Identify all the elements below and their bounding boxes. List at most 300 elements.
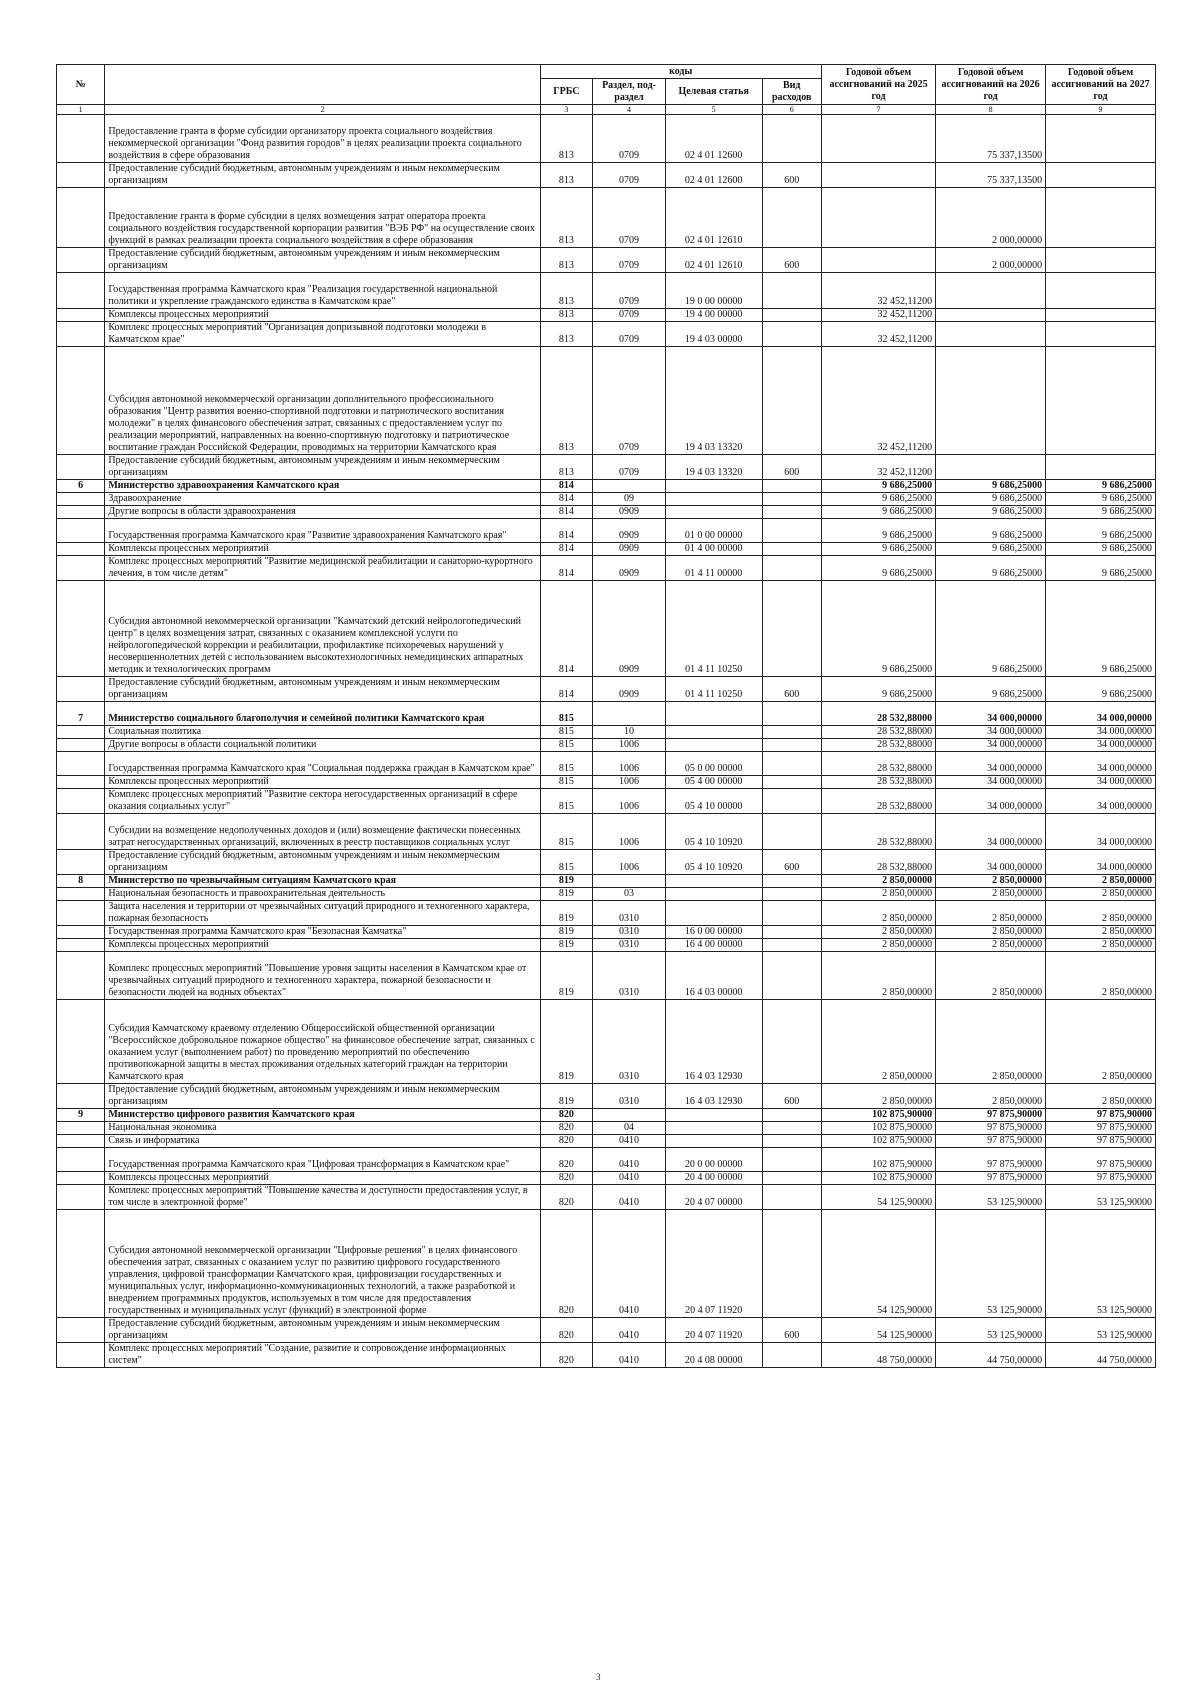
row-number [57,455,105,480]
row-amount-2027: 44 750,00000 [1046,1343,1156,1368]
row-amount-2025: 2 850,00000 [821,952,935,1000]
row-amount-2025: 32 452,11200 [821,347,935,455]
row-name: Субсидия автономной некоммерческой организации дополнительного профессионального образования "Центр развития военно-спортивной подготовки и патриотического воспитания молодежи" в целях финансового обеспечения затрат, связанных с предоставлением услуг по реализации мероприятий, направленных на военно-спортивную подготовку и патриотическое воспитание граждан Российской Федерации, проводимых на территории Камчатского края [105,347,540,455]
row-razdel [593,702,666,726]
row-amount-2026 [936,273,1046,309]
row-number [57,1122,105,1135]
page-number: 3 [596,1672,601,1682]
row-number [57,543,105,556]
row-vid [762,1148,821,1172]
row-vid [762,506,821,519]
row-razdel: 10 [593,726,666,739]
row-grbs: 815 [540,726,593,739]
row-vid [762,188,821,248]
row-name: Предоставление субсидий бюджетным, автономным учреждениям и иным некоммерческим организациям [105,1084,540,1109]
row-celevaya: 01 4 11 00000 [665,556,762,581]
row-amount-2027 [1046,347,1156,455]
table-row [57,888,1156,901]
row-amount-2025: 2 850,00000 [821,926,935,939]
table-row [57,850,1156,875]
row-amount-2025: 32 452,11200 [821,455,935,480]
row-amount-2026 [936,322,1046,347]
row-amount-2025 [821,163,935,188]
row-number [57,519,105,543]
row-amount-2027 [1046,273,1156,309]
row-vid: 600 [762,248,821,273]
row-celevaya: 01 4 11 10250 [665,677,762,702]
row-grbs: 813 [540,455,593,480]
row-razdel: 0909 [593,506,666,519]
row-razdel: 0410 [593,1148,666,1172]
row-amount-2025: 9 686,25000 [821,506,935,519]
header-col-numbers [57,105,1156,115]
row-number: 7 [57,702,105,726]
row-amount-2026: 97 875,90000 [936,1109,1046,1122]
row-vid [762,776,821,789]
row-vid [762,952,821,1000]
row-amount-2025: 28 532,88000 [821,726,935,739]
table-row [57,1210,1156,1318]
table-row [57,901,1156,926]
row-amount-2026: 34 000,00000 [936,752,1046,776]
row-number: 9 [57,1109,105,1122]
row-grbs: 813 [540,248,593,273]
row-number [57,493,105,506]
row-number [57,726,105,739]
row-number [57,1148,105,1172]
row-celevaya: 20 4 07 11920 [665,1210,762,1318]
row-name: Министерство социального благополучия и семейной политики Камчатского края [105,702,540,726]
row-amount-2025: 9 686,25000 [821,493,935,506]
row-razdel [593,875,666,888]
row-number [57,1000,105,1084]
table-row [57,188,1156,248]
row-razdel: 0709 [593,163,666,188]
budget-document [56,64,1156,1368]
row-celevaya: 01 0 00 00000 [665,519,762,543]
row-razdel: 1006 [593,789,666,814]
row-grbs: 819 [540,926,593,939]
row-vid [762,739,821,752]
row-amount-2026: 34 000,00000 [936,726,1046,739]
row-name: Комплексы процессных мероприятий [105,309,540,322]
row-grbs: 815 [540,789,593,814]
header-grbs: ГРБС [540,79,593,105]
row-celevaya [665,1122,762,1135]
row-razdel: 0310 [593,952,666,1000]
table-row [57,1109,1156,1122]
row-vid [762,1109,821,1122]
row-razdel: 0410 [593,1210,666,1318]
row-number [57,752,105,776]
row-number [57,273,105,309]
row-amount-2025: 28 532,88000 [821,739,935,752]
row-number [57,776,105,789]
row-name: Связь и информатика [105,1135,540,1148]
row-amount-2026: 9 686,25000 [936,581,1046,677]
row-amount-2027: 2 850,00000 [1046,952,1156,1000]
table-row [57,347,1156,455]
row-vid [762,115,821,163]
row-name: Другие вопросы в области социальной политики [105,739,540,752]
col-number: 2 [105,105,540,115]
row-amount-2027: 9 686,25000 [1046,519,1156,543]
row-number [57,739,105,752]
table-row [57,814,1156,850]
row-amount-2027: 97 875,90000 [1046,1172,1156,1185]
row-vid [762,814,821,850]
row-amount-2026: 34 000,00000 [936,776,1046,789]
row-name: Комплекс процессных мероприятий "Повышение уровня защиты населения в Камчатском крае от чрезвычайных ситуаций природного и техногенного характера, пожарной безопасности и безопасности людей на водных объектах" [105,952,540,1000]
row-amount-2025: 2 850,00000 [821,901,935,926]
row-celevaya [665,1109,762,1122]
row-name: Здравоохранение [105,493,540,506]
row-razdel: 0709 [593,273,666,309]
table-row [57,163,1156,188]
row-amount-2027: 9 686,25000 [1046,543,1156,556]
row-number [57,1318,105,1343]
row-amount-2026: 2 850,00000 [936,1084,1046,1109]
row-name: Предоставление субсидий бюджетным, автономным учреждениям и иным некоммерческим организациям [105,248,540,273]
row-name: Национальная экономика [105,1122,540,1135]
row-razdel: 04 [593,1122,666,1135]
row-vid: 600 [762,677,821,702]
row-name: Государственная программа Камчатского края "Реализация государственной национальной политики и укрепление гражданского единства в Камчатском крае" [105,273,540,309]
budget-table [56,64,1156,1368]
row-name: Комплекс процессных мероприятий "Повышение качества и доступности предоставления услуг, в том числе в электронной форме" [105,1185,540,1210]
row-razdel: 0410 [593,1185,666,1210]
row-razdel: 0909 [593,543,666,556]
row-razdel: 1006 [593,739,666,752]
table-row [57,739,1156,752]
row-celevaya [665,739,762,752]
row-name: Предоставление гранта в форме субсидии в целях возмещения затрат оператора проекта социального воздействия государственной корпорации развития "ВЭБ РФ" на осуществление своих функций в рамках реализации проекта социального воздействия в сфере образования [105,188,540,248]
row-amount-2026: 34 000,00000 [936,739,1046,752]
row-amount-2026: 53 125,90000 [936,1185,1046,1210]
row-vid [762,543,821,556]
table-row [57,1318,1156,1343]
row-name: Субсидия Камчатскому краевому отделению Общероссийской общественной организации "Всероссийское добровольное пожарное общество" на финансовое обеспечение затрат, связанных с оказанием услуг (выполнением работ) по проведению мероприятий по обеспечению противопожарной защиты в местах проживания отдельных категорий граждан на территории Камчатского края [105,1000,540,1084]
table-row [57,480,1156,493]
row-celevaya: 01 4 00 00000 [665,543,762,556]
row-amount-2025: 54 125,90000 [821,1318,935,1343]
row-celevaya [665,506,762,519]
row-celevaya [665,888,762,901]
row-amount-2026: 2 850,00000 [936,888,1046,901]
row-vid [762,702,821,726]
row-amount-2025: 28 532,88000 [821,776,935,789]
row-amount-2027: 97 875,90000 [1046,1122,1156,1135]
row-amount-2027: 34 000,00000 [1046,752,1156,776]
row-celevaya [665,875,762,888]
row-vid: 600 [762,1084,821,1109]
row-celevaya: 05 4 10 10920 [665,814,762,850]
row-amount-2025: 32 452,11200 [821,309,935,322]
row-amount-2026: 9 686,25000 [936,480,1046,493]
table-row [57,506,1156,519]
row-amount-2025: 9 686,25000 [821,556,935,581]
row-vid [762,273,821,309]
row-amount-2026 [936,309,1046,322]
row-celevaya: 16 0 00 00000 [665,926,762,939]
row-number [57,347,105,455]
row-grbs: 819 [540,1000,593,1084]
col-number: 8 [936,105,1046,115]
row-amount-2027: 97 875,90000 [1046,1109,1156,1122]
row-amount-2025 [821,188,935,248]
row-grbs: 814 [540,556,593,581]
row-grbs: 819 [540,952,593,1000]
row-grbs: 815 [540,814,593,850]
row-name: Государственная программа Камчатского края "Социальная поддержка граждан в Камчатском крае" [105,752,540,776]
header-y2025: Годовой объем ассигнований на 2025 год [821,65,935,105]
row-celevaya: 19 4 03 13320 [665,455,762,480]
row-amount-2026: 2 000,00000 [936,188,1046,248]
row-name: Субсидии на возмещение недополученных доходов и (или) возмещение фактически понесенных затрат негосударственных организаций, включенных в реестр поставщиков социальных услуг [105,814,540,850]
row-amount-2025: 9 686,25000 [821,581,935,677]
table-row [57,789,1156,814]
row-amount-2026: 9 686,25000 [936,493,1046,506]
row-number [57,789,105,814]
row-amount-2027: 34 000,00000 [1046,702,1156,726]
row-amount-2025: 48 750,00000 [821,1343,935,1368]
col-number: 6 [762,105,821,115]
row-name: Комплекс процессных мероприятий "Развитие медицинской реабилитации и санаторно-курортного лечения, в том числе детям" [105,556,540,581]
row-celevaya: 16 4 03 12930 [665,1084,762,1109]
row-razdel: 0909 [593,677,666,702]
row-amount-2027: 53 125,90000 [1046,1318,1156,1343]
row-number [57,1084,105,1109]
row-name: Комплексы процессных мероприятий [105,939,540,952]
row-grbs: 814 [540,543,593,556]
row-razdel: 0909 [593,519,666,543]
row-razdel: 0310 [593,939,666,952]
row-amount-2027 [1046,248,1156,273]
row-number [57,1210,105,1318]
row-amount-2027: 2 850,00000 [1046,1000,1156,1084]
row-name: Государственная программа Камчатского края "Развитие здравоохранения Камчатского края" [105,519,540,543]
row-celevaya: 20 0 00 00000 [665,1148,762,1172]
row-amount-2027: 97 875,90000 [1046,1148,1156,1172]
row-amount-2025: 102 875,90000 [821,1109,935,1122]
row-vid [762,480,821,493]
row-amount-2027: 2 850,00000 [1046,1084,1156,1109]
row-amount-2027: 2 850,00000 [1046,901,1156,926]
row-number [57,888,105,901]
row-number: 6 [57,480,105,493]
row-grbs: 819 [540,1084,593,1109]
row-grbs: 819 [540,901,593,926]
row-celevaya: 02 4 01 12610 [665,248,762,273]
row-name: Комплексы процессных мероприятий [105,543,540,556]
row-amount-2025: 32 452,11200 [821,273,935,309]
budget-table-body [57,115,1156,1368]
row-grbs: 815 [540,739,593,752]
row-vid [762,322,821,347]
table-row [57,677,1156,702]
row-celevaya: 20 4 00 00000 [665,1172,762,1185]
row-amount-2025: 9 686,25000 [821,480,935,493]
row-name: Государственная программа Камчатского края "Цифровая трансформация в Камчатском крае" [105,1148,540,1172]
row-amount-2026: 97 875,90000 [936,1172,1046,1185]
row-amount-2025: 102 875,90000 [821,1122,935,1135]
row-amount-2025: 54 125,90000 [821,1210,935,1318]
table-row [57,1000,1156,1084]
header-y2027: Годовой объем ассигнований на 2027 год [1046,65,1156,105]
row-amount-2025: 9 686,25000 [821,519,935,543]
table-row [57,455,1156,480]
row-celevaya [665,726,762,739]
row-vid [762,556,821,581]
row-name: Предоставление гранта в форме субсидии организатору проекта социального воздействия некоммерческой организации "Фонд развития городов" в целях реализации проекта социального воздействия в сфере образования [105,115,540,163]
row-amount-2027: 2 850,00000 [1046,939,1156,952]
row-amount-2027: 34 000,00000 [1046,814,1156,850]
row-grbs: 819 [540,875,593,888]
row-name: Министерство по чрезвычайным ситуациям Камчатского края [105,875,540,888]
row-celevaya: 16 4 03 00000 [665,952,762,1000]
table-row [57,726,1156,739]
row-amount-2026: 9 686,25000 [936,677,1046,702]
row-amount-2026: 34 000,00000 [936,789,1046,814]
row-amount-2027 [1046,188,1156,248]
row-name: Комплекс процессных мероприятий "Создание, развитие и сопровождение информационных систем" [105,1343,540,1368]
row-razdel: 0709 [593,188,666,248]
table-row [57,752,1156,776]
row-celevaya: 05 0 00 00000 [665,752,762,776]
row-amount-2027: 34 000,00000 [1046,776,1156,789]
row-amount-2027: 34 000,00000 [1046,739,1156,752]
row-razdel: 0410 [593,1172,666,1185]
row-amount-2026: 53 125,90000 [936,1210,1046,1318]
row-name: Защита населения и территории от чрезвычайных ситуаций природного и техногенного характера, пожарная безопасность [105,901,540,926]
row-amount-2026: 97 875,90000 [936,1122,1046,1135]
row-grbs: 820 [540,1109,593,1122]
row-amount-2027: 2 850,00000 [1046,888,1156,901]
row-razdel: 1006 [593,776,666,789]
row-celevaya: 05 4 10 00000 [665,789,762,814]
row-number [57,814,105,850]
row-amount-2026: 34 000,00000 [936,814,1046,850]
row-amount-2026: 34 000,00000 [936,702,1046,726]
row-razdel: 0310 [593,1000,666,1084]
row-amount-2026: 34 000,00000 [936,850,1046,875]
row-grbs: 820 [540,1172,593,1185]
row-razdel: 1006 [593,752,666,776]
row-amount-2026: 2 850,00000 [936,1000,1046,1084]
row-number [57,901,105,926]
row-celevaya [665,493,762,506]
row-grbs: 819 [540,939,593,952]
row-name: Комплекс процессных мероприятий "Развитие сектора негосударственных организаций в сфере оказания социальных услуг" [105,789,540,814]
row-number [57,188,105,248]
row-amount-2026: 9 686,25000 [936,543,1046,556]
table-row [57,543,1156,556]
row-grbs: 820 [540,1185,593,1210]
row-razdel: 0410 [593,1135,666,1148]
table-row [57,493,1156,506]
row-amount-2027: 9 686,25000 [1046,493,1156,506]
row-grbs: 820 [540,1210,593,1318]
row-razdel: 0709 [593,455,666,480]
row-amount-2025 [821,115,935,163]
row-amount-2026: 97 875,90000 [936,1148,1046,1172]
row-name: Предоставление субсидий бюджетным, автономным учреждениям и иным некоммерческим организациям [105,850,540,875]
row-razdel: 0909 [593,581,666,677]
row-amount-2026: 2 850,00000 [936,875,1046,888]
row-grbs: 820 [540,1135,593,1148]
header-y2026: Годовой объем ассигнований на 2026 год [936,65,1046,105]
row-vid [762,347,821,455]
row-celevaya [665,480,762,493]
row-vid: 600 [762,850,821,875]
row-vid [762,752,821,776]
row-grbs: 814 [540,519,593,543]
row-amount-2026: 53 125,90000 [936,1318,1046,1343]
table-row [57,115,1156,163]
row-amount-2027: 9 686,25000 [1046,556,1156,581]
row-name: Социальная политика [105,726,540,739]
row-razdel: 03 [593,888,666,901]
table-row [57,1084,1156,1109]
header-celevaya: Целевая статья [665,79,762,105]
row-amount-2025: 2 850,00000 [821,1084,935,1109]
row-amount-2026: 2 850,00000 [936,952,1046,1000]
row-celevaya: 02 4 01 12600 [665,115,762,163]
row-amount-2026: 97 875,90000 [936,1135,1046,1148]
row-amount-2026: 75 337,13500 [936,163,1046,188]
table-row [57,556,1156,581]
row-vid [762,493,821,506]
row-amount-2027: 9 686,25000 [1046,581,1156,677]
row-name: Предоставление субсидий бюджетным, автономным учреждениям и иным некоммерческим организациям [105,163,540,188]
row-amount-2027: 2 850,00000 [1046,875,1156,888]
row-vid [762,1135,821,1148]
col-number: 7 [821,105,935,115]
table-row [57,1135,1156,1148]
row-number [57,850,105,875]
row-grbs: 814 [540,506,593,519]
row-amount-2025: 9 686,25000 [821,543,935,556]
row-celevaya: 19 4 00 00000 [665,309,762,322]
row-amount-2025: 32 452,11200 [821,322,935,347]
row-name: Национальная безопасность и правоохранительная деятельность [105,888,540,901]
row-name: Министерство здравоохранения Камчатского края [105,480,540,493]
row-grbs: 814 [540,677,593,702]
row-grbs: 820 [540,1318,593,1343]
row-grbs: 813 [540,273,593,309]
row-number [57,1172,105,1185]
row-name: Другие вопросы в области здравоохранения [105,506,540,519]
row-amount-2025: 102 875,90000 [821,1135,935,1148]
row-name: Министерство цифрового развития Камчатского края [105,1109,540,1122]
row-vid [762,939,821,952]
row-vid [762,1172,821,1185]
row-number [57,677,105,702]
row-grbs: 815 [540,850,593,875]
row-number [57,1185,105,1210]
row-amount-2026: 9 686,25000 [936,556,1046,581]
row-celevaya: 19 4 03 00000 [665,322,762,347]
row-amount-2027: 53 125,90000 [1046,1185,1156,1210]
row-number: 8 [57,875,105,888]
header-razdel: Раздел, под-раздел [593,79,666,105]
row-number [57,926,105,939]
row-amount-2027: 9 686,25000 [1046,506,1156,519]
row-name: Комплексы процессных мероприятий [105,1172,540,1185]
row-amount-2027: 97 875,90000 [1046,1135,1156,1148]
row-number [57,163,105,188]
row-number [57,952,105,1000]
